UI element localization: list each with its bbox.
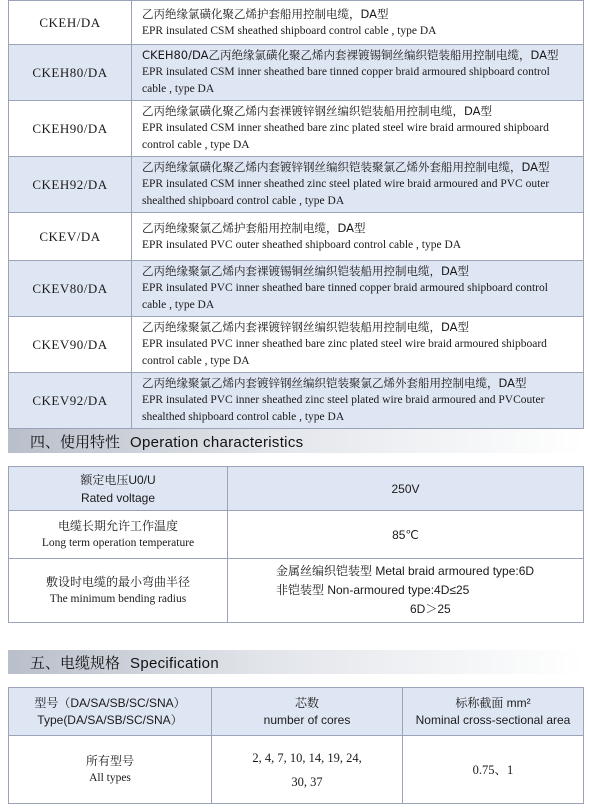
param-label-cn: 敷设时电缆的最小弯曲半径	[45, 575, 190, 589]
model-table	[8, 0, 584, 429]
model-code: CKEV/DA	[9, 213, 132, 261]
model-code: CKEH/DA	[9, 1, 132, 45]
model-code: CKEV80/DA	[9, 261, 132, 317]
model-desc-cn: 乙丙绝缘聚氯乙烯内套裸镀锡铜丝编织铠装船用控制电缆，DA型	[142, 264, 470, 278]
header-en: Nominal cross-sectional area	[415, 712, 571, 727]
model-desc-en: EPR insulated CSM sheathed shipboard control cable , type DA	[142, 24, 437, 37]
cores-line: 30, 37	[291, 774, 323, 789]
section-title	[30, 431, 303, 452]
bend-line: 6D＞25	[410, 602, 451, 616]
param-label-cn: 电缆长期允许工作温度	[57, 519, 178, 533]
model-desc-en: EPR insulated PVC inner sheathed bare zinc plated steel wire braid armoured shipboard control cable , type DA	[142, 338, 547, 367]
table-row	[9, 511, 584, 559]
column-header	[403, 688, 584, 736]
type-cell	[9, 736, 212, 804]
param-label	[9, 559, 228, 623]
table-row	[9, 45, 584, 101]
cores-cell	[212, 736, 403, 804]
table-row	[9, 261, 584, 317]
table-row	[9, 317, 584, 373]
model-desc-cn: 乙丙绝缘氯磺化聚乙烯内套裸镀锌钢丝编织铠装船用控制电缆，DA型	[142, 104, 493, 118]
model-desc-en: EPR insulated PVC outer sheathed shipboard control cable , type DA	[142, 238, 462, 251]
bend-line: 金属丝编织铠装型 Metal braid armoured type:6D	[276, 564, 535, 578]
cores-line: 2, 4, 7, 10, 14, 19, 24,	[252, 750, 362, 765]
model-desc-en: EPR insulated CSM inner sheathed zinc steel plated wire braid armoured and PVC outer shealthed shipboard control cable , type DA	[142, 178, 550, 207]
param-label	[9, 467, 228, 511]
table-row	[9, 559, 584, 623]
param-value	[228, 559, 584, 623]
model-desc-en: EPR insulated CSM inner sheathed bare zinc plated steel wire braid armoured shipboard control cable , type DA	[142, 122, 549, 151]
type-en: All types	[89, 772, 131, 784]
table-row	[9, 373, 584, 429]
model-description	[132, 101, 584, 157]
header-en: Type(DA/SA/SB/SC/SNA）	[37, 712, 183, 727]
column-header	[9, 688, 212, 736]
model-code: CKEV92/DA	[9, 373, 132, 429]
model-desc-cn: 乙丙绝缘氯磺化聚乙烯护套船用控制电缆，DA型	[142, 6, 389, 21]
section-title	[30, 652, 219, 673]
table-header-row	[9, 688, 584, 736]
header-cn: 标称截面 mm²	[455, 695, 531, 710]
header-cn: 型号（DA/SA/SB/SC/SNA）	[34, 695, 186, 710]
model-description	[132, 261, 584, 317]
model-description	[132, 157, 584, 213]
table-row	[9, 467, 584, 511]
section-title-cn: 五、电缆规格	[30, 654, 121, 672]
model-description	[132, 373, 584, 429]
param-label-en: Rated voltage	[80, 490, 156, 505]
specification-table	[8, 687, 584, 804]
section-title-cn: 四、使用特性	[30, 433, 121, 451]
param-label-en: The minimum bending radius	[49, 593, 187, 605]
param-label	[9, 511, 228, 559]
type-cn: 所有型号	[85, 754, 134, 768]
model-code: CKEH92/DA	[9, 157, 132, 213]
model-desc-cn: 乙丙绝缘聚氯乙烯内套镀锌钢丝编织铠装聚氯乙烯外套船用控制电缆，DA型	[142, 376, 527, 390]
model-description	[132, 45, 584, 101]
column-header	[212, 688, 403, 736]
table-row	[9, 101, 584, 157]
header-cn: 芯数	[294, 695, 319, 710]
model-description	[132, 1, 584, 45]
param-value: 250V	[228, 467, 584, 511]
model-code: CKEH80/DA	[9, 45, 132, 101]
model-desc-cn: CKEH80/DA乙丙绝缘氯磺化聚乙烯内套裸镀锡铜丝编织铠装船用控制电缆，DA型	[142, 48, 559, 62]
header-en: number of cores	[263, 712, 351, 727]
table-row	[9, 736, 584, 804]
model-description	[132, 213, 584, 261]
model-code: CKEV90/DA	[9, 317, 132, 373]
model-description	[132, 317, 584, 373]
model-desc-en: EPR insulated PVC inner sheathed bare tinned copper braid armoured shipboard control cable , type DA	[142, 282, 548, 311]
section-title-en: Operation characteristics	[130, 434, 304, 451]
section-heading-operation	[8, 429, 584, 453]
param-label-cn: 额定电压U0/U	[80, 472, 156, 487]
table-row	[9, 1, 584, 45]
operation-table	[8, 466, 584, 623]
model-desc-cn: 乙丙绝缘氯磺化聚乙烯内套镀锌钢丝编织铠装聚氯乙烯外套船用控制电缆，DA型	[142, 160, 550, 174]
param-value: 85℃	[228, 511, 584, 559]
bend-line: 非铠装型 Non-armoured type:4D≤25	[276, 583, 470, 597]
model-desc-en: EPR insulated CSM inner sheathed bare tinned copper braid armoured shipboard control cable , type DA	[142, 66, 550, 95]
param-label-en: Long term operation temperature	[41, 537, 195, 549]
area-cell: 0.75、1	[403, 736, 584, 804]
model-code: CKEH90/DA	[9, 101, 132, 157]
section-title-en: Specification	[130, 655, 219, 672]
section-heading-specification	[8, 650, 584, 674]
model-desc-cn: 乙丙绝缘聚氯乙烯护套船用控制电缆，DA型	[142, 220, 366, 235]
model-desc-en: EPR insulated PVC inner sheathed zinc steel plated wire braid armoured and PVCouter shealthed shipboard control cable , type DA	[142, 394, 545, 423]
table-row	[9, 213, 584, 261]
model-desc-cn: 乙丙绝缘聚氯乙烯内套裸镀锌钢丝编织铠装船用控制电缆，DA型	[142, 320, 470, 334]
table-row	[9, 157, 584, 213]
